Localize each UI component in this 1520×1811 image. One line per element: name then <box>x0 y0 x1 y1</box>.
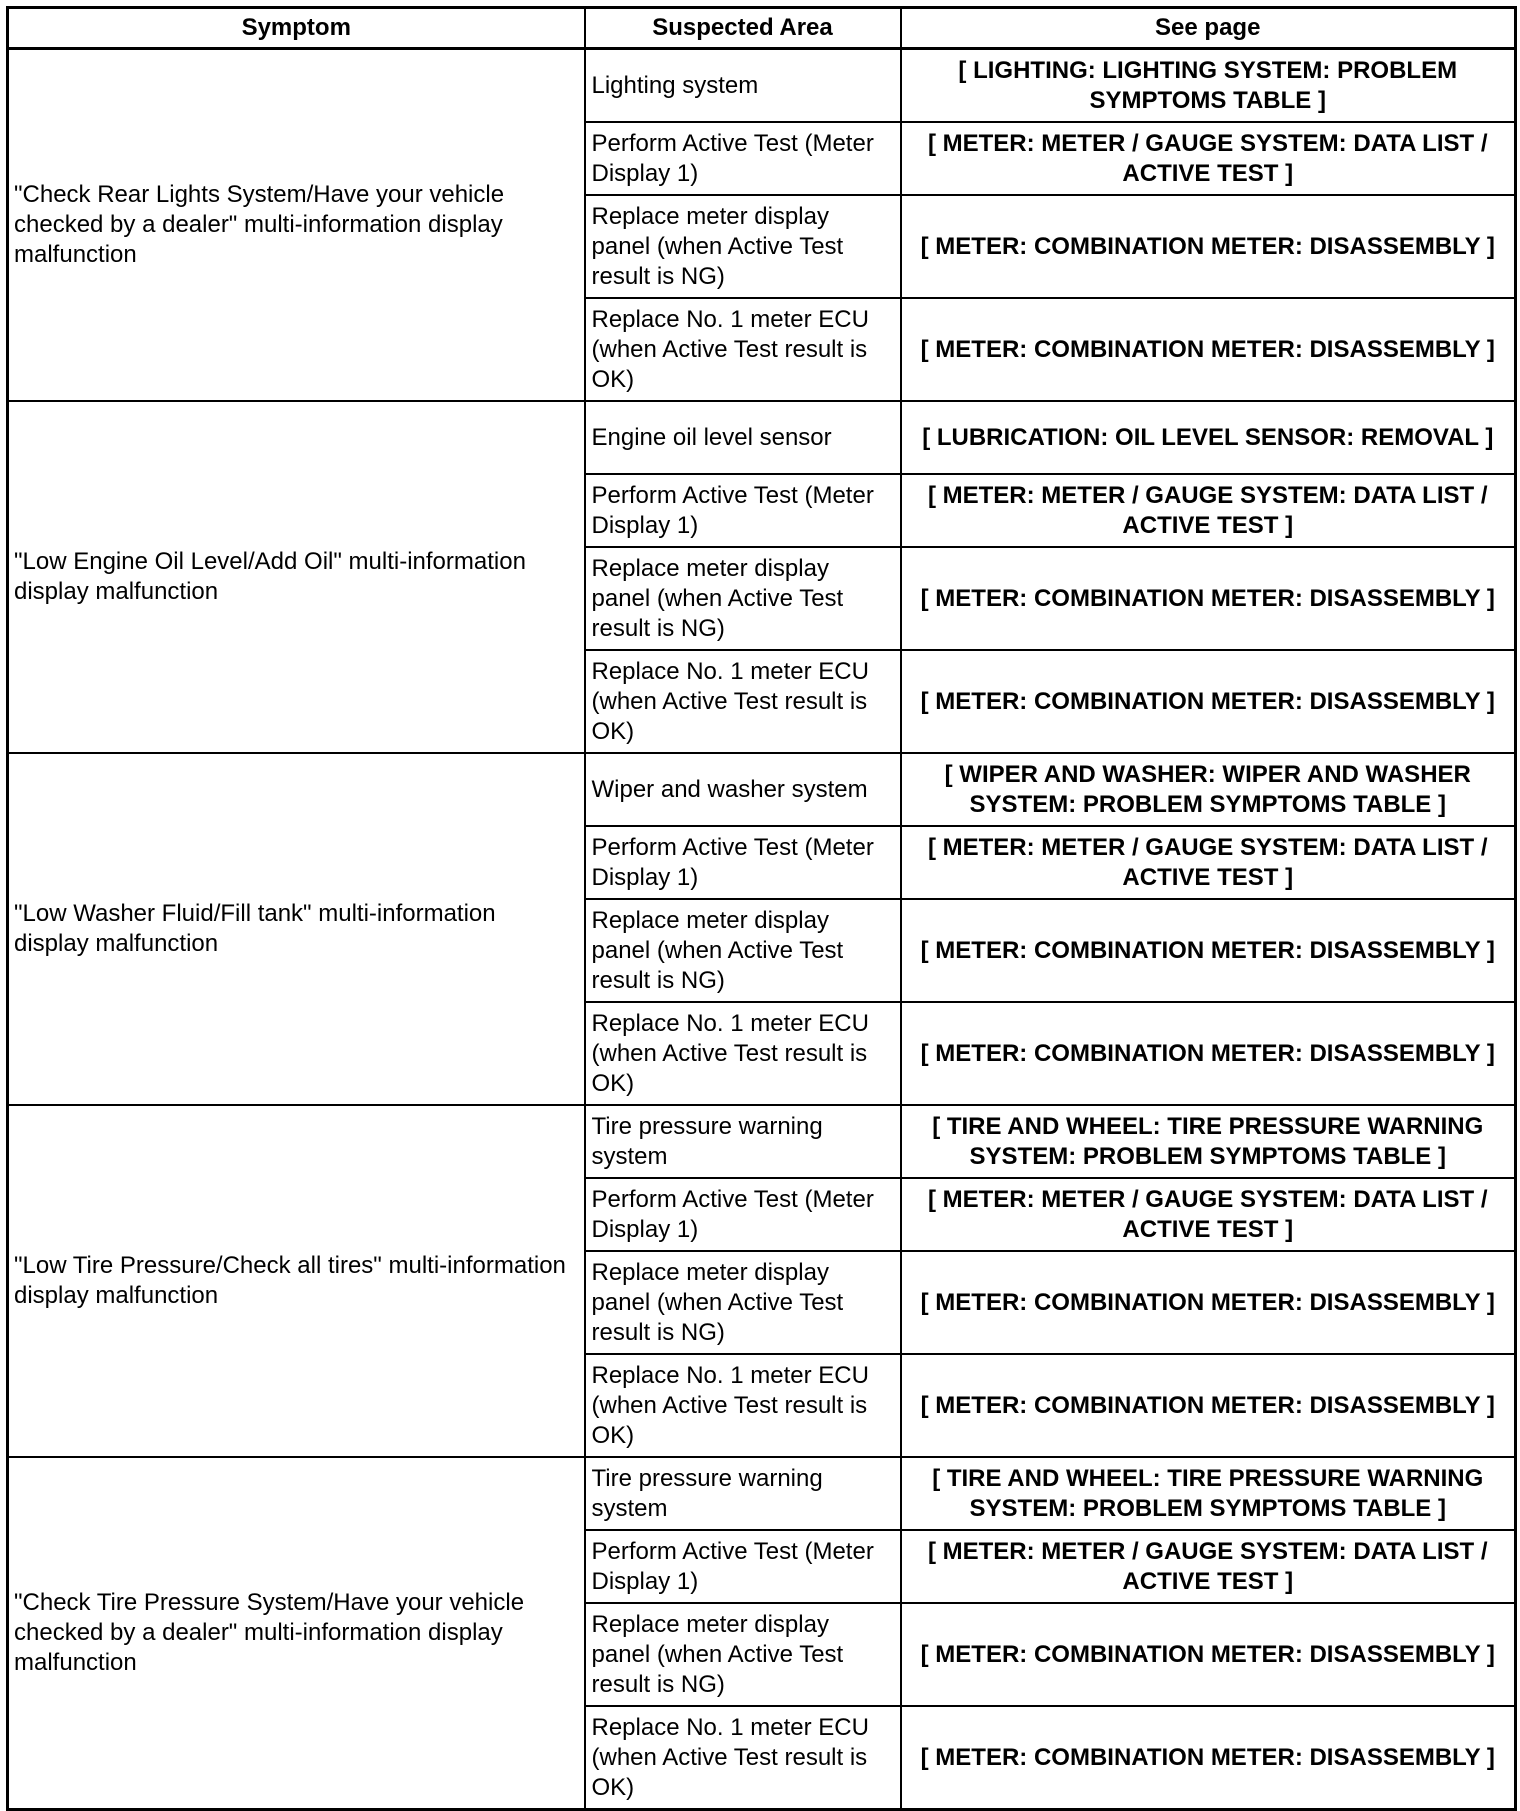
suspected-area-cell: Replace No. 1 meter ECU (when Active Test result is OK) <box>585 298 901 401</box>
table-row <box>8 1105 1516 1178</box>
see-page-link[interactable]: [ METER: METER / GAUGE SYSTEM: DATA LIST / ACTIVE TEST ] <box>901 1530 1516 1603</box>
see-page-link[interactable]: [ METER: METER / GAUGE SYSTEM: DATA LIST / ACTIVE TEST ] <box>901 1178 1516 1251</box>
suspected-area-cell: Replace No. 1 meter ECU (when Active Test result is OK) <box>585 1706 901 1810</box>
suspected-area-cell: Wiper and washer system <box>585 753 901 826</box>
see-page-link[interactable]: [ METER: COMBINATION METER: DISASSEMBLY ] <box>901 547 1516 650</box>
symptom-cell: "Check Tire Pressure System/Have your vehicle checked by a dealer" multi-information display malfunction <box>8 1457 585 1810</box>
header-row <box>8 8 1516 49</box>
table-row <box>8 401 1516 474</box>
suspected-area-cell: Perform Active Test (Meter Display 1) <box>585 1530 901 1603</box>
suspected-area-cell: Tire pressure warning system <box>585 1105 901 1178</box>
suspected-area-cell: Replace No. 1 meter ECU (when Active Test result is OK) <box>585 650 901 753</box>
suspected-area-cell: Lighting system <box>585 49 901 123</box>
suspected-area-cell: Engine oil level sensor <box>585 401 901 474</box>
see-page-link[interactable]: [ LIGHTING: LIGHTING SYSTEM: PROBLEM SYMPTOMS TABLE ] <box>901 49 1516 123</box>
suspected-area-cell: Replace meter display panel (when Active Test result is NG) <box>585 547 901 650</box>
table-row <box>8 753 1516 826</box>
see-page-link[interactable]: [ TIRE AND WHEEL: TIRE PRESSURE WARNING SYSTEM: PROBLEM SYMPTOMS TABLE ] <box>901 1105 1516 1178</box>
symptom-cell: "Low Washer Fluid/Fill tank" multi-information display malfunction <box>8 753 585 1105</box>
symptom-cell: "Low Engine Oil Level/Add Oil" multi-information display malfunction <box>8 401 585 753</box>
see-page-link[interactable]: [ METER: COMBINATION METER: DISASSEMBLY ] <box>901 1002 1516 1105</box>
suspected-area-cell: Perform Active Test (Meter Display 1) <box>585 1178 901 1251</box>
header-suspected-area: Suspected Area <box>585 8 901 49</box>
suspected-area-cell: Replace meter display panel (when Active Test result is NG) <box>585 1603 901 1706</box>
suspected-area-cell: Replace No. 1 meter ECU (when Active Test result is OK) <box>585 1354 901 1457</box>
see-page-link[interactable]: [ METER: COMBINATION METER: DISASSEMBLY ] <box>901 650 1516 753</box>
see-page-link[interactable]: [ METER: METER / GAUGE SYSTEM: DATA LIST / ACTIVE TEST ] <box>901 474 1516 547</box>
symptom-cell: "Check Rear Lights System/Have your vehicle checked by a dealer" multi-information display malfunction <box>8 49 585 402</box>
header-symptom: Symptom <box>8 8 585 49</box>
suspected-area-cell: Perform Active Test (Meter Display 1) <box>585 122 901 195</box>
see-page-link[interactable]: [ TIRE AND WHEEL: TIRE PRESSURE WARNING SYSTEM: PROBLEM SYMPTOMS TABLE ] <box>901 1457 1516 1530</box>
symptom-cell: "Low Tire Pressure/Check all tires" multi-information display malfunction <box>8 1105 585 1457</box>
see-page-link[interactable]: [ METER: COMBINATION METER: DISASSEMBLY ] <box>901 899 1516 1002</box>
see-page-link[interactable]: [ WIPER AND WASHER: WIPER AND WASHER SYSTEM: PROBLEM SYMPTOMS TABLE ] <box>901 753 1516 826</box>
see-page-link[interactable]: [ METER: COMBINATION METER: DISASSEMBLY ] <box>901 1251 1516 1354</box>
suspected-area-cell: Tire pressure warning system <box>585 1457 901 1530</box>
see-page-link[interactable]: [ METER: COMBINATION METER: DISASSEMBLY ] <box>901 195 1516 298</box>
see-page-link[interactable]: [ LUBRICATION: OIL LEVEL SENSOR: REMOVAL ] <box>901 401 1516 474</box>
see-page-link[interactable]: [ METER: COMBINATION METER: DISASSEMBLY ] <box>901 1354 1516 1457</box>
suspected-area-cell: Replace meter display panel (when Active Test result is NG) <box>585 1251 901 1354</box>
see-page-link[interactable]: [ METER: COMBINATION METER: DISASSEMBLY ] <box>901 1603 1516 1706</box>
see-page-link[interactable]: [ METER: COMBINATION METER: DISASSEMBLY ] <box>901 1706 1516 1810</box>
see-page-link[interactable]: [ METER: METER / GAUGE SYSTEM: DATA LIST / ACTIVE TEST ] <box>901 826 1516 899</box>
suspected-area-cell: Replace meter display panel (when Active Test result is NG) <box>585 195 901 298</box>
see-page-link[interactable]: [ METER: COMBINATION METER: DISASSEMBLY ] <box>901 298 1516 401</box>
suspected-area-cell: Perform Active Test (Meter Display 1) <box>585 474 901 547</box>
header-see-page: See page <box>901 8 1516 49</box>
see-page-link[interactable]: [ METER: METER / GAUGE SYSTEM: DATA LIST / ACTIVE TEST ] <box>901 122 1516 195</box>
table-row <box>8 1457 1516 1530</box>
suspected-area-cell: Replace meter display panel (when Active Test result is NG) <box>585 899 901 1002</box>
suspected-area-cell: Replace No. 1 meter ECU (when Active Test result is OK) <box>585 1002 901 1105</box>
suspected-area-cell: Perform Active Test (Meter Display 1) <box>585 826 901 899</box>
table-row <box>8 49 1516 123</box>
symptom-table <box>6 6 1517 1811</box>
